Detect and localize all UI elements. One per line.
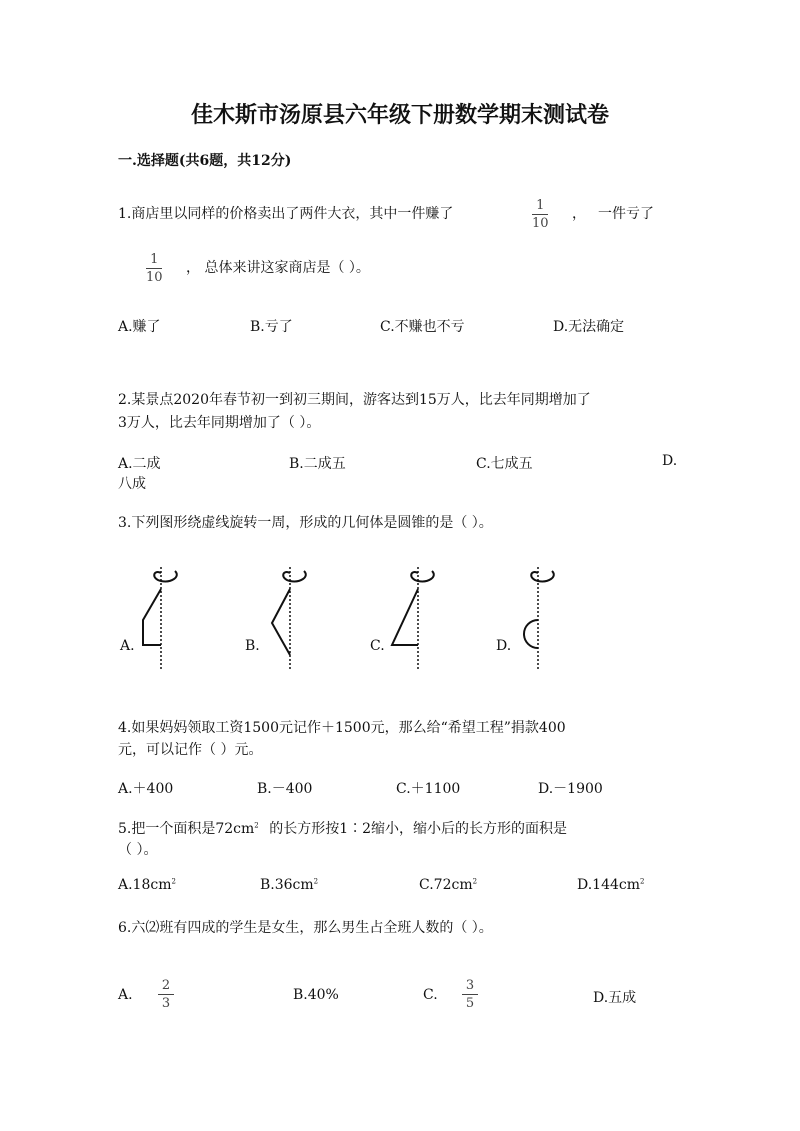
q3-figure-d bbox=[510, 565, 560, 670]
fraction-denominator: 10 bbox=[532, 216, 549, 231]
q3-figure-b bbox=[262, 565, 312, 670]
q5-text-part1: 5.把一个面积是72cm bbox=[118, 821, 255, 837]
q5-option-a-label: A.18cm bbox=[118, 877, 172, 893]
q3-option-c[interactable]: C. bbox=[370, 638, 385, 654]
q5-option-b-label: B.36cm bbox=[260, 877, 314, 893]
fraction-denominator: 10 bbox=[146, 270, 163, 285]
fraction-numerator: 3 bbox=[465, 978, 475, 993]
page-title: 佳木斯市汤原县六年级下册数学期末测试卷 bbox=[190, 102, 609, 128]
q3-option-b[interactable]: B. bbox=[245, 638, 260, 654]
q2-option-a[interactable]: A.二成 bbox=[118, 456, 161, 472]
q5-option-c-sup: 2 bbox=[472, 877, 478, 886]
q3-text: 3.下列图形绕虚线旋转一周，形成的几何体是圆锥的是（ ）。 bbox=[118, 515, 493, 531]
q5-option-d[interactable] bbox=[577, 877, 644, 893]
q6-option-c-fraction bbox=[462, 978, 478, 1011]
q4-text-line1: 4.如果妈妈领取工资1500元记作＋1500元，那么给“希望工程”捐款400 bbox=[118, 720, 566, 736]
q5-option-d-sup: 2 bbox=[640, 877, 645, 886]
q1-comma: ， bbox=[572, 206, 586, 222]
q4-text-line2: 元，可以记作（ ）元。 bbox=[118, 742, 263, 758]
q1-option-c[interactable]: C.不赚也不亏 bbox=[380, 319, 465, 335]
q4-option-d[interactable]: D.－1900 bbox=[538, 781, 603, 797]
q2-option-c[interactable]: C.七成五 bbox=[476, 456, 533, 472]
q2-option-d[interactable]: D. bbox=[662, 453, 678, 469]
q5-superscript: 2 bbox=[254, 821, 259, 830]
q4-option-b[interactable]: B.－400 bbox=[257, 781, 313, 797]
q2-text-line1: 2.某景点2020年春节初一到初三期间，游客达到15万人，比去年同期增加了 bbox=[118, 392, 591, 408]
q5-text-line2: （ ）。 bbox=[118, 842, 158, 858]
fraction-numerator: 2 bbox=[161, 978, 171, 993]
fraction-bar bbox=[158, 994, 174, 995]
q6-option-d[interactable]: D.五成 bbox=[593, 990, 637, 1006]
q4-option-c[interactable]: C.＋1100 bbox=[396, 781, 461, 797]
fraction-bar bbox=[462, 994, 478, 995]
q1-fraction-2 bbox=[146, 252, 163, 285]
q1-fraction-1 bbox=[532, 198, 549, 231]
q5-option-c-label: C.72cm bbox=[419, 877, 473, 893]
q3-option-d[interactable]: D. bbox=[496, 638, 512, 654]
q1-text-line1b: 一件亏了 bbox=[598, 206, 654, 222]
q5-text-part2: 的长方形按1∶2缩小，缩小后的长方形的面积是 bbox=[269, 821, 568, 837]
fraction-denominator: 3 bbox=[161, 996, 171, 1011]
q1-option-a[interactable]: A.赚了 bbox=[118, 319, 161, 335]
q1-text-line2: ， 总体来讲这家商店是（ ）。 bbox=[186, 260, 370, 276]
q5-text-line1 bbox=[118, 818, 567, 838]
q5-option-d-label: D.144cm bbox=[577, 877, 641, 893]
fraction-numerator: 1 bbox=[150, 252, 159, 267]
q2-option-b[interactable]: B.二成五 bbox=[289, 456, 346, 472]
fraction-bar bbox=[146, 268, 162, 269]
q3-option-a[interactable]: A. bbox=[120, 638, 135, 654]
section-heading: 一.选择题(共6题，共12分) bbox=[118, 153, 292, 169]
q3-figure-c bbox=[388, 565, 438, 670]
q2-text-line2: 3万人，比去年同期增加了（ ）。 bbox=[118, 415, 321, 431]
q3-figure-a bbox=[135, 565, 185, 670]
q2-option-d-wrap: 八成 bbox=[118, 476, 146, 492]
q6-option-a-fraction bbox=[158, 978, 174, 1011]
q6-option-b[interactable]: B.40% bbox=[293, 987, 339, 1003]
fraction-denominator: 5 bbox=[465, 996, 475, 1011]
q5-option-a-sup: 2 bbox=[171, 877, 176, 886]
q6-option-a[interactable]: A. bbox=[118, 987, 133, 1003]
q1-option-d[interactable]: D.无法确定 bbox=[553, 319, 625, 335]
q4-option-a[interactable]: A.＋400 bbox=[118, 781, 174, 797]
q5-option-b[interactable] bbox=[260, 877, 318, 893]
q5-option-a[interactable] bbox=[118, 877, 176, 893]
q1-option-b[interactable]: B.亏了 bbox=[250, 319, 293, 335]
fraction-bar bbox=[532, 214, 548, 215]
q6-option-c[interactable]: C. bbox=[423, 987, 438, 1003]
q5-option-c[interactable] bbox=[419, 877, 477, 893]
q5-option-b-sup: 2 bbox=[313, 877, 319, 886]
q6-text: 6.六⑵班有四成的学生是女生，那么男生占全班人数的（ ）。 bbox=[118, 920, 493, 936]
q1-text-line1: 1.商店里以同样的价格卖出了两件大衣，其中一件赚了 bbox=[118, 206, 454, 222]
fraction-numerator: 1 bbox=[536, 198, 545, 213]
